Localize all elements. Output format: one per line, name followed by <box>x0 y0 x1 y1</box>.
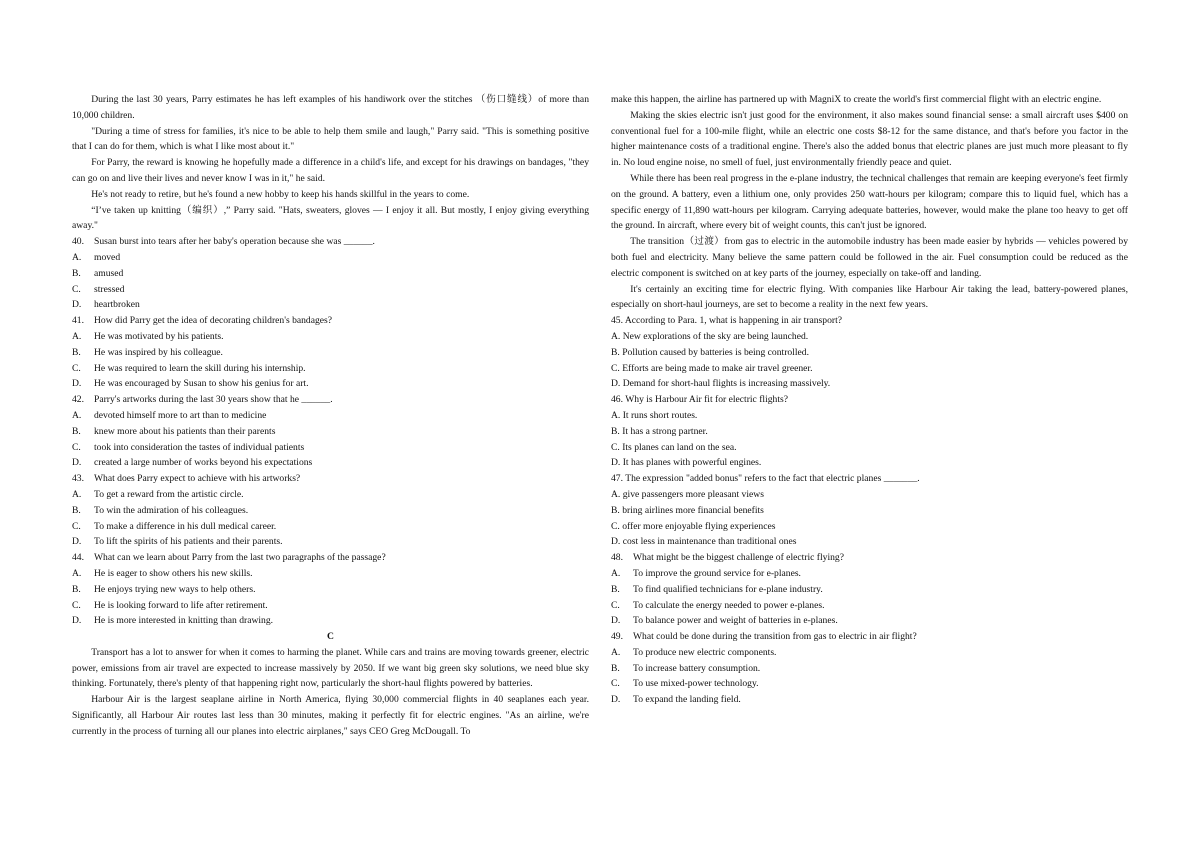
option-text: He is more interested in knitting than drawing. <box>94 615 274 627</box>
left-passage-bottom <box>72 645 589 740</box>
option-text: knew more about his patients than their parents <box>94 425 276 437</box>
option-text: He enjoys trying new ways to help others. <box>94 583 256 595</box>
answer-option <box>72 329 589 345</box>
option-letter: D. <box>72 536 82 548</box>
question-number: 42. <box>72 394 84 406</box>
option-letter: B. <box>72 504 81 516</box>
question-40 <box>72 234 589 250</box>
question-line: B. It has a strong partner. <box>611 425 708 437</box>
answer-option <box>611 692 1128 708</box>
option-letter: C. <box>72 599 81 611</box>
left-passage-top <box>72 92 589 234</box>
answer-option <box>72 534 589 550</box>
option-letter: A. <box>72 409 82 421</box>
option-letter: D. <box>611 615 621 627</box>
option-text: To make a difference in his dull medical career. <box>94 520 277 532</box>
option-text: To expand the landing field. <box>633 694 741 706</box>
answer-option <box>72 455 589 471</box>
question-44 <box>72 550 589 566</box>
right-questions <box>611 550 1128 708</box>
paragraph: While there has been real progress in the e-plane industry, the technical challenges that remain are keeping everyone's feet firmly on the ground. A battery, even a lithium one, only provides 250 watt-hours per kilogram; compare this to liquid fuel, which has a specific energy of 11,890 watt-hours per kilogram. Carrying adequate batteries, however, would make the plane too heavy to get off the ground. In aircraft, where every bit of weight counts, this can't just be ignored. <box>611 172 1128 232</box>
section-heading: C <box>327 631 334 643</box>
answer-option <box>72 282 589 298</box>
answer-option <box>611 613 1128 629</box>
paragraph: During the last 30 years, Parry estimates he has left examples of his handiwork over the stitches （伤口缝线）of more than 10,000 children. <box>72 94 589 121</box>
option-text: He was encouraged by Susan to show his genius for art. <box>94 378 309 390</box>
option-letter: A. <box>72 488 82 500</box>
question-number: 43. <box>72 473 84 485</box>
question-text: Parry's artworks during the last 30 years show that he ______. <box>94 394 333 406</box>
answer-option <box>72 503 589 519</box>
option-letter: A. <box>611 567 621 579</box>
option-letter: C. <box>72 283 81 295</box>
paragraph: "During a time of stress for families, it's nice to be able to help them smile and laugh," Parry said. "This is something positive that I can do for them, which is what I like most about it." <box>72 125 589 153</box>
question-line: A. It runs short routes. <box>611 409 698 421</box>
option-text: To win the admiration of his colleagues. <box>94 504 249 516</box>
option-letter: B. <box>72 267 81 279</box>
option-text: created a large number of works beyond his expectations <box>94 457 313 469</box>
question-line: A. give passengers more pleasant views <box>611 488 764 500</box>
paragraph-continuation: make this happen, the airline has partnered up with MagniX to create the world's first commercial flight with an electric engine. <box>611 94 1102 105</box>
option-letter: D. <box>72 299 82 311</box>
question-line: 45. According to Para. 1, what is happening in air transport? <box>611 315 842 327</box>
answer-option <box>611 676 1128 692</box>
option-letter: B. <box>72 425 81 437</box>
option-letter: C. <box>611 599 620 611</box>
answer-option <box>611 566 1128 582</box>
option-letter: D. <box>72 615 82 627</box>
option-text: To increase battery consumption. <box>633 662 761 674</box>
paragraph: Harbour Air is the largest seaplane airline in North America, flying 30,000 commercial flights in 40 seaplanes each year. Significantly, all Harbour Air routes last less than 30 minutes, making it perfectly fit for electric engines. "As an airline, we're currently in the process of turning all our planes into electric airplanes," says CEO Greg McDougall. To <box>72 694 589 737</box>
option-letter: B. <box>72 346 81 358</box>
paragraph: For Parry, the reward is knowing he hopefully made a difference in a child's life, and except for his drawings on bandages, "they can go on and live their lives and never know I was in it," he said. <box>72 157 589 184</box>
option-text: stressed <box>94 283 125 295</box>
paragraph: The transition（过渡）from gas to electric in the automobile industry has been made easier by hybrids — vehicles powered by both fuel and electricity. Many believe the same pattern could be followed in the air. Fuel consumption could be reduced as the electric component is switched on at key parts of the journey, especially on take-off and landing. <box>611 236 1128 279</box>
question-42 <box>72 392 589 408</box>
question-line: D. It has planes with powerful engines. <box>611 457 762 469</box>
paragraph: He's not ready to retire, but he's found a new hobby to keep his hands skillful in the years to come. <box>91 188 470 200</box>
right-plain-questions <box>611 313 1128 550</box>
option-text: To use mixed-power technology. <box>633 678 759 690</box>
answer-option <box>72 345 589 361</box>
right-column <box>611 92 1128 708</box>
option-text: moved <box>94 251 121 263</box>
answer-option <box>72 487 589 503</box>
answer-option <box>72 250 589 266</box>
option-text: amused <box>94 267 124 279</box>
option-text: To find qualified technicians for e-plane industry. <box>633 583 823 595</box>
option-letter: D. <box>72 378 82 390</box>
option-text: He is looking forward to life after retirement. <box>94 599 268 611</box>
answer-option <box>611 645 1128 661</box>
paragraph: Transport has a lot to answer for when it comes to harming the planet. While cars and trains are moving towards greener, electric power, emissions from air travel are expected to increase massively by 2050. If we want big green sky solutions, we need blue sky thinking. Fortunately, there's plenty of that happening right now, particularly the short-haul flights powered by batteries. <box>72 646 589 690</box>
option-text: He was inspired by his colleague. <box>94 346 223 358</box>
question-48 <box>611 550 1128 566</box>
question-line: 46. Why is Harbour Air fit for electric flights? <box>611 394 788 406</box>
question-43 <box>72 471 589 487</box>
answer-option <box>72 266 589 282</box>
option-text: To improve the ground service for e-planes. <box>633 567 801 579</box>
question-number: 49. <box>611 631 623 643</box>
question-text: What might be the biggest challenge of electric flying? <box>633 552 844 564</box>
option-letter: C. <box>72 362 81 374</box>
question-text: What can we learn about Parry from the last two paragraphs of the passage? <box>94 552 386 564</box>
question-line: D. Demand for short-haul flights is increasing massively. <box>611 378 831 390</box>
question-41 <box>72 313 589 329</box>
answer-option <box>72 613 589 629</box>
answer-option <box>72 297 589 313</box>
question-line: A. New explorations of the sky are being launched. <box>611 330 809 342</box>
option-letter: B. <box>611 662 620 674</box>
option-letter: A. <box>72 251 82 263</box>
option-text: devoted himself more to art than to medicine <box>94 409 267 421</box>
question-line: C. offer more enjoyable flying experiences <box>611 520 776 532</box>
question-line: B. bring airlines more financial benefits <box>611 504 764 516</box>
question-line: 47. The expression "added bonus" refers to the fact that electric planes _______. <box>611 473 920 485</box>
answer-option <box>72 566 589 582</box>
answer-option <box>72 582 589 598</box>
option-letter: D. <box>72 457 82 469</box>
paragraph: It's certainly an exciting time for electric flying. With companies like Harbour Air taking the lead, battery-powered planes, especially on short-haul journeys, are set to become a reality in the next few years. <box>611 283 1128 311</box>
answer-option <box>72 440 589 456</box>
option-text: He was required to learn the skill during his internship. <box>94 362 306 374</box>
question-49 <box>611 629 1128 645</box>
left-column <box>72 92 589 740</box>
answer-option <box>72 376 589 392</box>
option-letter: C. <box>72 520 81 532</box>
option-letter: B. <box>72 583 81 595</box>
answer-option <box>72 598 589 614</box>
option-text: To balance power and weight of batteries in e-planes. <box>633 615 838 627</box>
question-number: 48. <box>611 552 623 564</box>
paragraph: “I’ve taken up knitting（编织）,” Parry said. "Hats, sweaters, gloves — I enjoy it all. But mostly, I enjoy giving everything away." <box>72 204 589 232</box>
question-text: What could be done during the transition from gas to electric in air flight? <box>633 631 917 643</box>
option-text: took into consideration the tastes of individual patients <box>94 441 305 453</box>
question-line: C. Its planes can land on the sea. <box>611 441 737 453</box>
question-number: 44. <box>72 552 84 564</box>
option-letter: C. <box>611 678 620 690</box>
answer-option <box>611 582 1128 598</box>
answer-option <box>72 424 589 440</box>
question-text: How did Parry get the idea of decorating children's bandages? <box>94 315 333 327</box>
answer-option <box>72 408 589 424</box>
answer-option <box>72 519 589 535</box>
option-text: To produce new electric components. <box>633 646 777 658</box>
option-text: To get a reward from the artistic circle. <box>94 488 244 500</box>
question-text: What does Parry expect to achieve with his artworks? <box>94 473 301 485</box>
option-text: To calculate the energy needed to power e-planes. <box>633 599 825 611</box>
paragraph: Making the skies electric isn't just good for the environment, it also makes sound financial sense: a small aircraft uses $400 on conventional fuel for a 100-mile flight, while an electric one costs $8-12 for the same distance, and that's before you factor in the higher maintenance costs of a traditional engine. There's also the added bonus that electric planes are just much more pleasant to fly in. No loud engine noise, no smell of fuel, just environmentally friendly peace and quiet. <box>611 109 1128 169</box>
option-letter: B. <box>611 583 620 595</box>
question-text: Susan burst into tears after her baby's operation because she was ______. <box>94 236 375 248</box>
option-text: heartbroken <box>94 299 140 311</box>
answer-option <box>611 661 1128 677</box>
question-line: C. Efforts are being made to make air travel greener. <box>611 362 813 374</box>
option-letter: C. <box>72 441 81 453</box>
question-number: 41. <box>72 315 84 327</box>
option-text: He was motivated by his patients. <box>94 330 224 342</box>
left-questions <box>72 234 589 629</box>
question-line: D. cost less in maintenance than traditional ones <box>611 536 797 548</box>
answer-option <box>72 361 589 377</box>
option-text: He is eager to show others his new skills. <box>94 567 253 579</box>
option-text: To lift the spirits of his patients and their parents. <box>94 536 283 548</box>
option-letter: A. <box>72 567 82 579</box>
option-letter: D. <box>611 694 621 706</box>
answer-option <box>611 598 1128 614</box>
question-number: 40. <box>72 236 84 248</box>
option-letter: A. <box>611 646 621 658</box>
question-line: B. Pollution caused by batteries is being controlled. <box>611 346 809 358</box>
option-letter: A. <box>72 330 82 342</box>
